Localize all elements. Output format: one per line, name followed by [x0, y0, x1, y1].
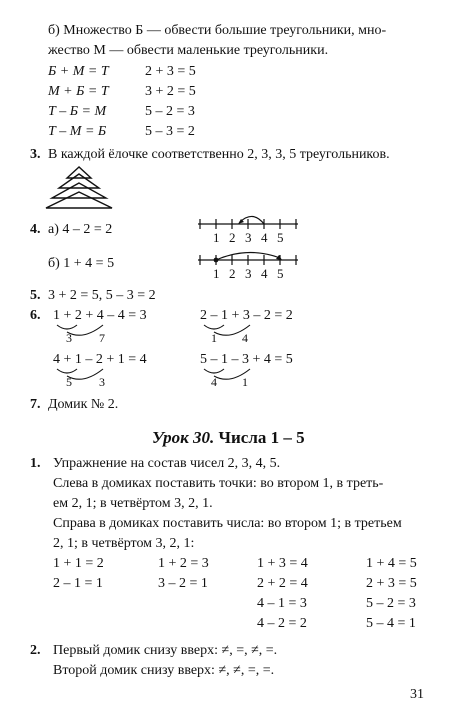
grid-cell: 5 – 2 = 3 [366, 596, 416, 611]
lesson-task2-line: Первый домик снизу вверх: ≠, =, ≠, =. [53, 643, 278, 658]
task6-partial: 5 [66, 375, 72, 389]
part-b-line2: жество М — обвести маленькие треугольники. [48, 43, 329, 58]
task6-expr2: 2 – 1 + 3 – 2 = 2 [200, 308, 293, 323]
task6-partial: 7 [99, 331, 105, 345]
lesson-title: Урок 30. [152, 428, 215, 447]
task6-partial: 1 [242, 375, 248, 389]
grid-cell: 2 – 1 = 1 [53, 576, 103, 591]
tick-label: 3 [245, 266, 252, 281]
task4-number: 4. [30, 222, 41, 237]
task6-expr4: 5 – 1 – 3 + 4 = 5 [200, 352, 293, 367]
grid-cell: 2 + 2 = 4 [257, 576, 308, 591]
grid-cell: 1 + 2 = 3 [158, 556, 209, 571]
task4-b: б) 1 + 4 = 5 [48, 256, 115, 271]
task6-partial: 1 [211, 331, 217, 345]
task5-number: 5. [30, 288, 41, 303]
task3-text: В каждой ёлочке соответственно 2, 3, 3, 5 треугольников. [48, 147, 390, 162]
page-number: 31 [410, 687, 424, 702]
set-expr: Т – Б = М [48, 104, 107, 119]
set-calc: 5 – 2 = 3 [145, 104, 195, 119]
task6-brackets-2 [200, 323, 320, 347]
tick-label: 4 [261, 266, 268, 281]
lesson-task1-number: 1. [30, 456, 41, 471]
lesson-heading [152, 428, 305, 448]
task6-partial: 4 [211, 375, 217, 389]
tick-label: 5 [277, 230, 284, 245]
lesson-task1-line: ем 2, 1; в четвёртом 3, 2, 1. [53, 496, 213, 511]
tick-label: 5 [277, 266, 284, 281]
set-expr: Т – М = Б [48, 124, 107, 139]
part-b-line1: б) Множество Б — обвести большие треугольники, мно- [48, 23, 387, 38]
task6-number: 6. [30, 308, 41, 323]
tick-label: 2 [229, 230, 236, 245]
grid-cell: 4 – 2 = 2 [257, 616, 307, 631]
task7-text: Домик № 2. [48, 397, 119, 412]
grid-cell: 2 + 3 = 5 [366, 576, 417, 591]
task6-partial: 4 [242, 331, 248, 345]
task6-brackets-4 [200, 367, 320, 391]
task6-partial: 3 [99, 375, 105, 389]
task5-text: 3 + 2 = 5, 5 – 3 = 2 [48, 288, 156, 303]
grid-cell: 5 – 4 = 1 [366, 616, 416, 631]
grid-cell: 1 + 4 = 5 [366, 556, 417, 571]
task4-a: а) 4 – 2 = 2 [48, 222, 113, 237]
lesson-task1-line: Упражнение на состав чисел 2, 3, 4, 5. [53, 456, 281, 471]
lesson-task2-line: Второй домик снизу вверх: ≠, ≠, =, =. [53, 663, 275, 678]
grid-cell: 4 – 1 = 3 [257, 596, 307, 611]
number-line-b [198, 244, 300, 280]
lesson-task1-line: Слева в домиках поставить точки: во втором 1, в треть- [53, 476, 384, 491]
set-calc: 3 + 2 = 5 [145, 84, 196, 99]
set-expr: М + Б = Т [48, 84, 109, 99]
grid-cell: 1 + 3 = 4 [257, 556, 308, 571]
set-calc: 5 – 3 = 2 [145, 124, 195, 139]
set-calc: 2 + 3 = 5 [145, 64, 196, 79]
lesson-subtitle: Числа 1 – 5 [218, 428, 305, 447]
task6-expr1: 1 + 2 + 4 – 4 = 3 [53, 308, 147, 323]
task3-number: 3. [30, 147, 41, 162]
number-line-a [198, 208, 300, 244]
task6-partial: 3 [66, 331, 72, 345]
tree-figure [44, 166, 114, 210]
grid-cell: 3 – 2 = 1 [158, 576, 208, 591]
tick-label: 3 [245, 230, 252, 245]
tick-label: 1 [213, 230, 220, 245]
task7-number: 7. [30, 397, 41, 412]
tick-label: 2 [229, 266, 236, 281]
lesson-task2-number: 2. [30, 643, 41, 658]
lesson-task1-line: Справа в домиках поставить числа: во втором 1; в третьем [53, 516, 402, 531]
grid-cell: 1 + 1 = 2 [53, 556, 104, 571]
set-expr: Б + М = Т [48, 64, 109, 79]
tick-label: 4 [261, 230, 268, 245]
tick-label: 1 [213, 266, 220, 281]
task6-expr3: 4 + 1 – 2 + 1 = 4 [53, 352, 147, 367]
lesson-task1-line: 2, 1; в четвёртом 3, 2, 1: [53, 536, 195, 551]
